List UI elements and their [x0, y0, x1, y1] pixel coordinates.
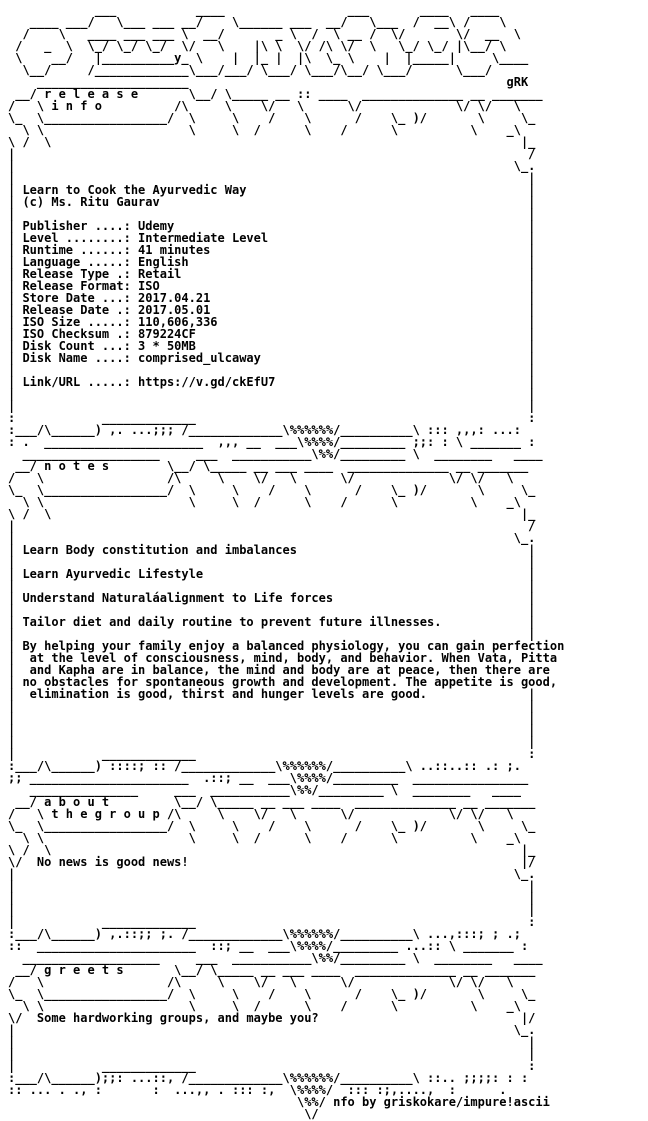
nfo-line: | Learn Ayurvedic Lifestyle |	[8, 567, 536, 581]
nfo-line: | |	[8, 603, 536, 617]
nfo-line: | |	[8, 723, 536, 737]
nfo-line: ;; ______________________ .::; __ ___\%%%%/_________ ________________	[8, 771, 529, 785]
nfo-line: \ / \ |_	[8, 507, 536, 521]
nfo-line: | at the level of consciousness, mind, body, and behavior. When Vata, Pitta	[8, 651, 558, 665]
nfo-line: | Link/URL .....: https://v.gd/ckEfU7 |	[8, 375, 536, 389]
nfo-line: :___/\______) ::::; :: /_____________\%%%%%%/__________\ ..::..:: .: ;.	[8, 759, 521, 773]
nfo-line: :: ... . ., : : ...,, . ::: :, \%%%%/ ::: :;,...., : .	[8, 1083, 507, 1097]
nfo-line: / \ /\ \ \/ \ \/ \/ \/ \	[8, 975, 514, 989]
nfo-line: \_ \_________________/ \ \ / \ / \_ )/ \ \_	[8, 987, 536, 1001]
nfo-line: \ \ \ \ / \ / \ \ _\	[8, 495, 521, 509]
nfo-line: | Level ........: Intermediate Level |	[8, 231, 536, 245]
nfo-line: __/ g r e e t s \__/ \_____ __ ___ ____ ______________ __ _______	[8, 963, 536, 977]
nfo-line: | |	[8, 891, 536, 905]
nfo-line: / \ /\ \ \/ \ \/ \/ \/ \	[8, 471, 514, 485]
nfo-line: | _____________ :	[8, 915, 536, 929]
nfo-line: | Disk Count ...: 3 * 50MB |	[8, 339, 536, 353]
nfo-line: | Release Date .: 2017.05.01 |	[8, 303, 536, 317]
nfo-line: | |	[8, 399, 536, 413]
nfo-line: | Release Type .: Retail |	[8, 267, 536, 281]
nfo-line: :___/\______) ,.::;; ;. /_____________\%%%%%%/__________\ ...,:::; ; .;	[8, 927, 521, 941]
nfo-line: :: ______________________ ::; __ ___\%%%%/_________ ...:: \ _______ :	[8, 939, 529, 953]
nfo-line: _____________________ gRK	[8, 75, 529, 89]
nfo-line: ____ ___/ \___ ___ __/ \______ ___ __/ \___ / __\ / \	[8, 15, 507, 29]
nfo-line: | _____________ :	[8, 747, 536, 761]
nfo-line: | ISO Checksum .: 879224CF |	[8, 327, 536, 341]
nfo-line: | Store Date ...: 2017.04.21 |	[8, 291, 536, 305]
nfo-line: _______________ ___ ___________\%%/_________ \ ________ ____	[8, 783, 521, 797]
nfo-line: :___/\______) ,. ...;;; /_____________\%%%%%%/__________\ ::: ,,,: ...:	[8, 423, 521, 437]
nfo-line: ___________________ ___ ___________\%%/_________ \ ________ ____	[8, 447, 543, 461]
nfo-line: \ / \ |_	[8, 843, 536, 857]
nfo-line: | |	[8, 387, 536, 401]
nfo-line: / \ ____ ___ ___ \ __/ _ \ / \ __ / \/ \/ __ \	[8, 27, 521, 41]
nfo-line: __/ a b o u t \__/ \_____ __ ___ ____ ______________ __ _______	[8, 795, 536, 809]
nfo-line: | |	[8, 711, 536, 725]
nfo-line: | _____________ :	[8, 1059, 536, 1073]
nfo-line: :___/\______);;: ...::, /_____________\%%%%%%/__________\ ::.. ;;;;: : :	[8, 1071, 529, 1085]
nfo-line: | and Kapha are in balance, the mind and body are at peace, then there are	[8, 663, 550, 677]
nfo-line: | |	[8, 699, 536, 713]
nfo-line: / \ t h e g r o u p /\ \ \/ \ \/ \/ \/ \	[8, 807, 514, 821]
nfo-line: | ISO Size .....: 110,606,336 |	[8, 315, 536, 329]
nfo-text	[8, 4, 564, 1120]
nfo-line: | |	[8, 1035, 536, 1049]
nfo-line: | \_.	[8, 1023, 536, 1037]
nfo-line: | Learn to Cook the Ayurvedic Way |	[8, 183, 536, 197]
nfo-line: | \_.	[8, 159, 536, 173]
nfo-line: : _____________ :	[8, 411, 536, 425]
nfo-line: | (c) Ms. Ritu Gaurav |	[8, 195, 536, 209]
nfo-line: \_ \_________________/ \ \ / \ / \_ )/ \ \_	[8, 111, 536, 125]
nfo-line: | Learn Body constitution and imbalances |	[8, 543, 536, 557]
nfo-line: \/	[8, 1107, 319, 1121]
nfo-line: | Release Format: ISO |	[8, 279, 536, 293]
nfo-line: | By helping your family enjoy a balanced physiology, you can gain perfection	[8, 639, 565, 653]
nfo-line: __/ r e l e a s e \__/ \_____ __ :: ____ ______________ __ _______	[8, 87, 543, 101]
nfo-line: | Disk Name ....: comprised_ulcaway |	[8, 351, 536, 365]
nfo-line: | Tailor diet and daily routine to prevent future illnesses. |	[8, 615, 536, 629]
nfo-line: \/ No news is good news! |/	[8, 855, 536, 869]
nfo-line: | |	[8, 207, 536, 221]
nfo-line: / \ i n f o /\ \ \/ \ \/ \/ \/ \	[8, 99, 521, 113]
nfo-line: \__/ /_____________\___/___/ \___/ \___/\__/ \___/ \___/	[8, 63, 493, 77]
nfo-line: ___________________ ___ ___________\%%/_________ \ ________ ____	[8, 951, 543, 965]
nfo-line: | |	[8, 903, 536, 917]
nfo-line: | |	[8, 735, 536, 749]
nfo-line: \ \ \ \ / \ / \ \ _\	[8, 123, 521, 137]
nfo-line: \ / \ |_	[8, 135, 536, 149]
nfo-line: \/ Some hardworking groups, and maybe you? |/	[8, 1011, 536, 1025]
nfo-line: \_ \_________________/ \ \ / \ / \_ )/ \ \_	[8, 819, 536, 833]
nfo-line: | |	[8, 171, 536, 185]
nfo-line: | |	[8, 879, 536, 893]
nfo-line: | Language .....: English |	[8, 255, 536, 269]
nfo-line: ___ ____ ___ ____ ____	[8, 3, 500, 17]
nfo-line: \_ \_________________/ \ \ / \ / \_ )/ \ \_	[8, 483, 536, 497]
nfo-line: | |	[8, 555, 536, 569]
nfo-line: | |	[8, 627, 536, 641]
nfo-line: | \_.	[8, 531, 536, 545]
nfo-line: | |	[8, 363, 536, 377]
nfo-line: | |	[8, 579, 536, 593]
nfo-line: | |	[8, 1047, 536, 1061]
nfo-line: | /	[8, 519, 536, 533]
nfo-line: \ \ \ \ / \ / \ \ _\	[8, 999, 521, 1013]
nfo-line: | Runtime ......: 41 minutes |	[8, 243, 536, 257]
nfo-line: | Understand Naturaláalignment to Life forces |	[8, 591, 536, 605]
nfo-line: \ \ \ \ / \ / \ \ _\	[8, 831, 521, 845]
nfo-line: / _ \ \_/ \_/ \_/ \/ \ |\ \ \/ /\ \/ \ \_/ \_/ |\__/ \	[8, 39, 507, 53]
nfo-line: \%%/ nfo by griskokare/impure!ascii	[8, 1095, 550, 1109]
nfo-line: \ __/ |__________y_ \ | |_ | |\ \_ \ | |_____| \____	[8, 51, 529, 65]
nfo-line: | Publisher ....: Udemy |	[8, 219, 536, 233]
nfo-line: __/ n o t e s \__/ \_____ __ ___ ____ ______________ __ _______	[8, 459, 529, 473]
nfo-line: | /	[8, 147, 536, 161]
nfo-line: | elimination is good, thirst and hunger levels are good. |	[8, 687, 536, 701]
nfo-line: | \_.	[8, 867, 536, 881]
nfo-line: : . ______________________ ,,, __ ___\%%%%/_________ ;;: : \ _______ :	[8, 435, 536, 449]
nfo-line: | no obstacles for spontaneous growth and development. The appetite is good,	[8, 675, 558, 689]
